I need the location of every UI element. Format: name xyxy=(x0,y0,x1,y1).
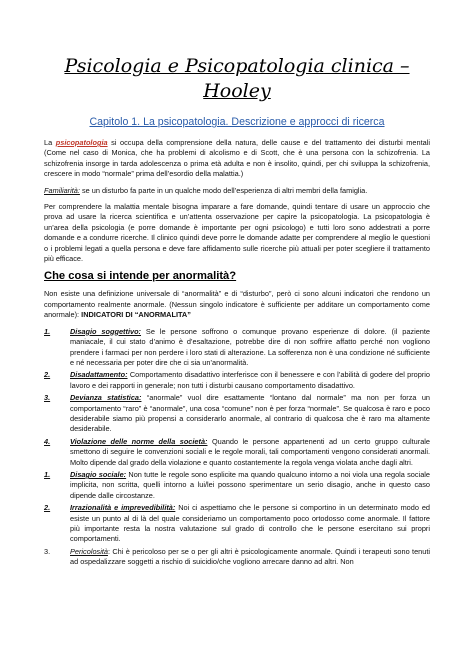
intro-paragraph xyxy=(44,138,430,180)
item-text: Quando le persone appartenenti ad un certo gruppo culturale smettono di seguire le convenzioni sociali e le regole morali, tali comportamenti vengono considerati anormali. Molto dipende dal grado della violazione e quanto costantemente la regola venga violata anche dagli altri. xyxy=(70,436,431,467)
item-number: 1. xyxy=(44,469,51,479)
body-paragraph: Per comprendere la malattia mentale bisogna imparare a fare domande, quindi tentare di usare un approccio che prova ad usare la ricerca scientifica e un’attenta osservazione per capire la psicopatologia. La psicopatologia è un’area della psicologia (e porre domande è importante per ogni psicologo) e tutti loro sono addestrati a porre domande e a condurre ricerche. Il clinico quindi deve porre le domande adatte per comprendere al meglio le questioni o i problemi legati a quella persona e deve fare affidamento sulle ricerche più attuali per poter scegliere il trattamento più efficace. xyxy=(44,202,430,264)
item-number: 3. xyxy=(44,393,51,403)
item-text: Noi ci aspettiamo che le persone si comportino in un determinato modo ed esiste un punto al di là del quale consideriamo un comportamento poco ortodosso come anormale. Il fattore più importante resta la nostra valutazione sul grado di controllo che le persone esercitano sui propri comportamenti. xyxy=(70,503,430,544)
intro-pre: La xyxy=(44,138,56,147)
item-label: Disadattamento: xyxy=(70,370,128,380)
list-item xyxy=(44,393,430,435)
item-text: “anormale” vuol dire esattamente “lontano dal normale” ma non per forza un comportamento “raro” è “anormale”, una cosa “comune” non è per forza “normale”. Se qualcosa è raro e poco desiderabile siamo più propensi a considerarlo anormale, al contrario di qualcosa che è raro ma altamente desiderabile. xyxy=(70,393,430,434)
title-line-1: Psicologia e Psicopatologia clinica – xyxy=(64,55,410,77)
list-item xyxy=(44,547,430,568)
item-label: Disagio sociale: xyxy=(70,469,127,479)
list-item xyxy=(44,437,430,468)
section-intro xyxy=(44,289,430,320)
item-label: Irrazionalità e imprevedibilità: xyxy=(70,503,176,513)
item-label: Violazione delle norme della società: xyxy=(70,436,208,446)
document-title xyxy=(44,54,430,104)
title-line-2: Hooley xyxy=(203,80,271,102)
item-number: 3. xyxy=(44,546,51,556)
list-item xyxy=(44,503,430,545)
indicator-list xyxy=(44,327,430,568)
item-text: : Chi è pericoloso per se o per gli altri è psicologicamente anormale. Quindi i terapeuti sono tenuti ad ospedalizzare soggetti a rischio di suicidio/che vogliono arrecare danno ad altri. Non xyxy=(70,546,430,567)
item-number: 4. xyxy=(44,436,51,446)
section-heading: Che cosa si intende per anormalità? xyxy=(44,270,237,283)
item-text: Non tutte le regole sono esplicite ma quando qualcuno intorno a noi viola una regola sociale implicita, non scritta, quelli intorno a lui/lei possono sperimentare un serio disagio, anche in questo caso dipende dalle circostanze. xyxy=(70,469,430,500)
item-label: Devianza statistica: xyxy=(70,393,142,403)
chapter-heading: Capitolo 1. La psicopatologia. Descrizione e approcci di ricerca xyxy=(89,116,385,128)
item-text: Comportamento disadattivo interferisce con il benessere e con l’abilità di godere del proprio lavoro e dei rapporti in generale; non tutti i disturbi causano comportamento disadattivo. xyxy=(70,370,430,390)
item-number: 2. xyxy=(44,370,51,380)
familiarity-keyword: Familiarità: xyxy=(44,185,80,195)
familiarity-paragraph xyxy=(44,186,430,196)
list-item xyxy=(44,370,430,391)
section-intro-bold: INDICATORI DI “ANORMALITA” xyxy=(81,310,191,320)
list-item xyxy=(44,470,430,501)
intro-text: si occupa della comprensione della natura, delle cause e del trattamento dei disturbi mentali (Come nel caso di Monica, che ha problemi di alcolismo e di Scott, che è una persona con la schizofrenia. La schizofrenia insorge in tarda adolescenza o prima età adulta e non è insolito, quindi, per chi sviluppa la schizofrenia, crescere in modo “normale” prima dell’esordio della malattia.) xyxy=(44,138,430,179)
item-label: Disagio soggettivo: xyxy=(70,326,142,336)
section-intro-text: Non esiste una definizione universale di “anormalità” e di “disturbo”, però ci sono alcuni indicatori che rendono un comportamento realmente anormale. (Nessun singolo indicatore è sufficiente per additare un comportamento come anormale): xyxy=(44,289,430,320)
item-number: 2. xyxy=(44,503,51,513)
item-text: Se le persone soffrono o comunque provano esperienze di dolore. (il paziente maniacale, il cui stato d’animo è d’esaltazione, potrebbe dire di non soffrire affatto perché non vogliono prendere i farmaci per non perdere i loro stati di alterazione. La sofferenza non è una condizione né sufficiente e né necessaria per poter dire che ci sia un’anormalità. xyxy=(70,326,430,367)
item-label: Pericolosità xyxy=(70,546,108,556)
familiarity-text: se un disturbo fa parte in un qualche modo dell’esperienza di altri membri della famiglia. xyxy=(79,185,368,195)
item-number: 1. xyxy=(44,326,51,336)
list-item xyxy=(44,327,430,369)
intro-keyword: psicopatologia xyxy=(55,138,108,147)
